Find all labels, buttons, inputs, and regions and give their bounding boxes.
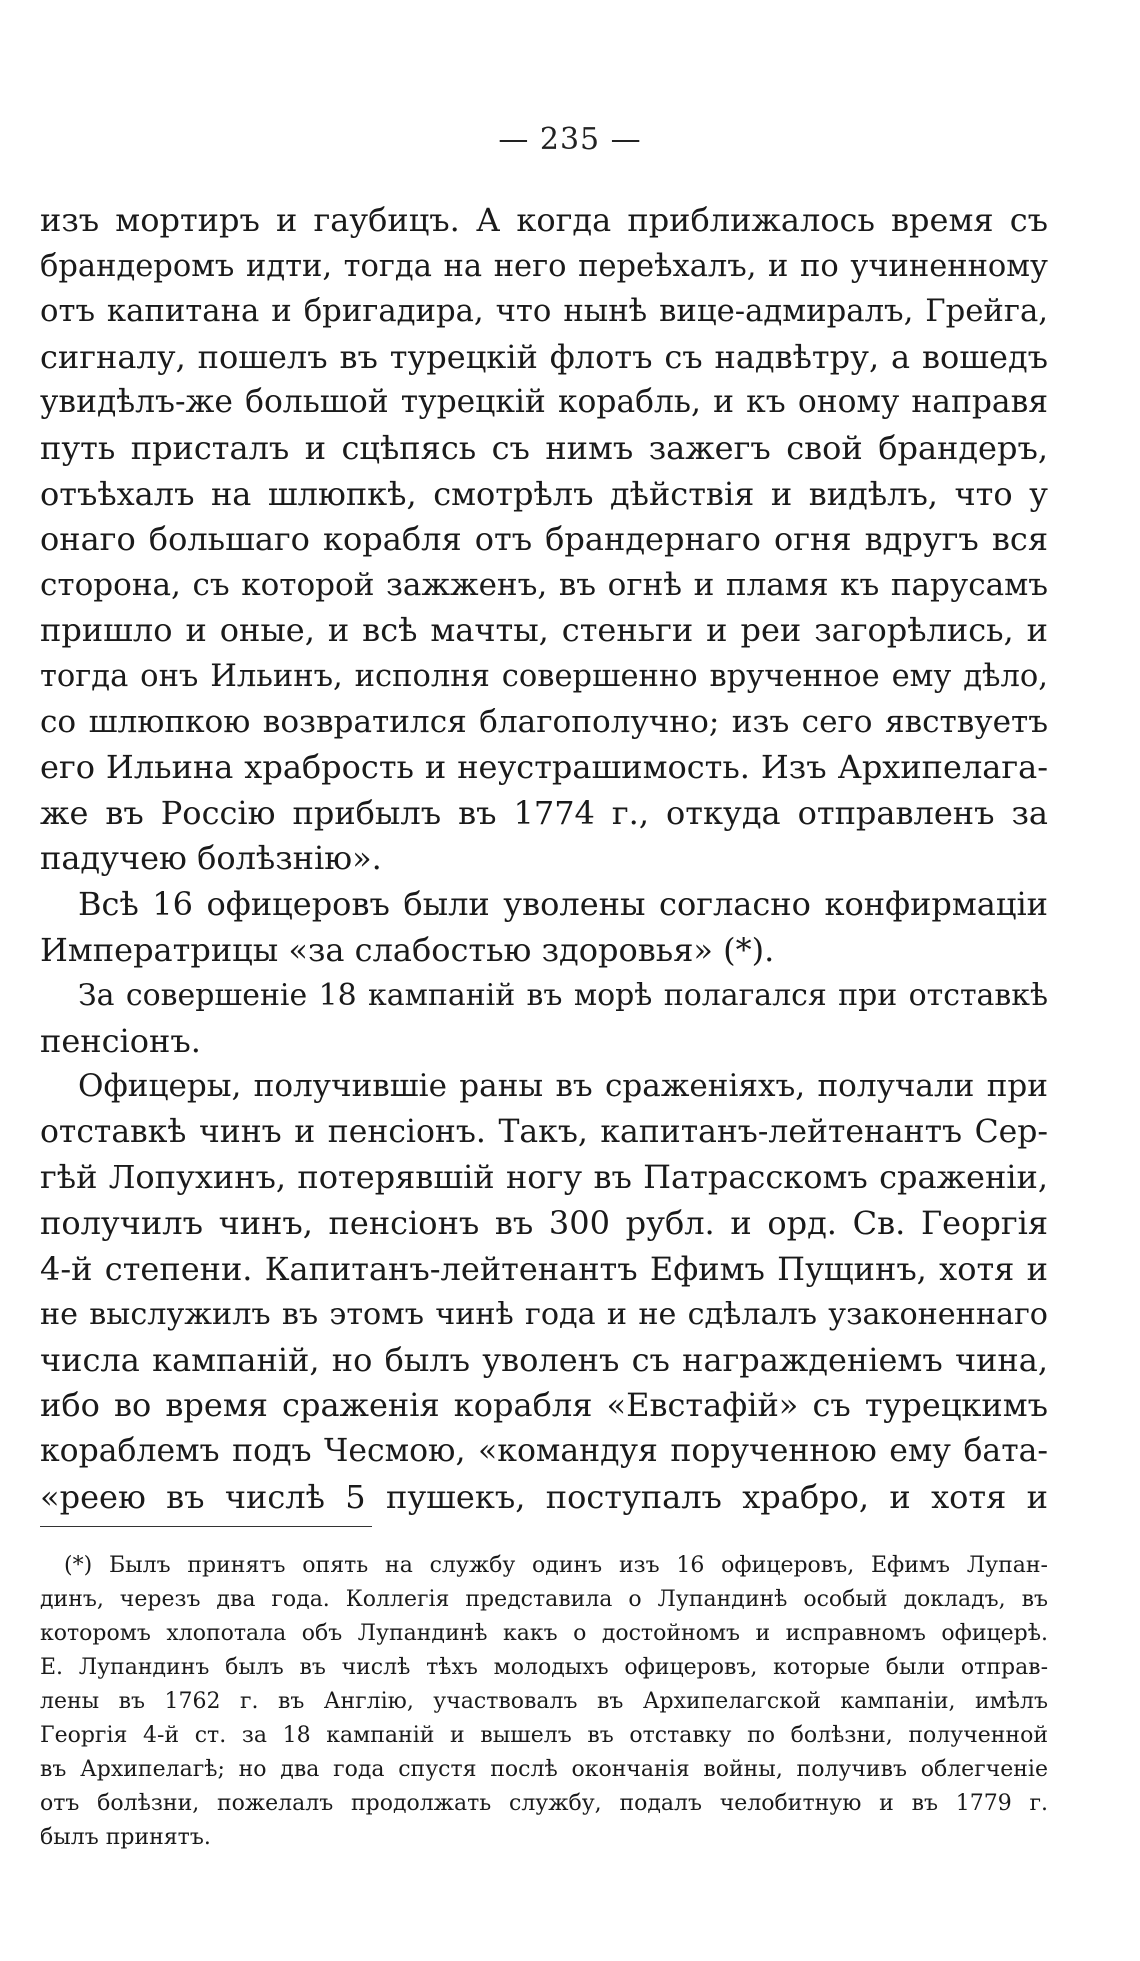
footnote bbox=[40, 1549, 1048, 1855]
text-line: же въ Россію прибылъ въ 1774 г., откуда отправленъ за bbox=[40, 793, 1048, 832]
text-line: не выслужилъ въ этомъ чинѣ года и не сдѣлалъ узаконеннаго bbox=[40, 1297, 1048, 1333]
footnote-line: въ Архипелагѣ; но два года спустя послѣ окончанія войны, получивъ облегченіе bbox=[40, 1757, 1048, 1782]
text-line: «реею въ числѣ 5 пушекъ, поступалъ храбро, и хотя и bbox=[40, 1477, 1048, 1516]
text-line: гѣй Лопухинъ, потерявшій ногу въ Патрасскомъ сраженіи, bbox=[40, 1158, 1048, 1197]
text-line: тогда онъ Ильинъ, исполня совершенно врученное ему дѣло, bbox=[40, 658, 1048, 694]
text-line: его Ильина храбрость и неустрашимость. Изъ Архипелага- bbox=[40, 748, 1048, 787]
text-line: сигналу, пошелъ въ турецкій флотъ съ надвѣтру, а вошедъ bbox=[40, 337, 1048, 376]
text-line: путь присталъ и сцѣпясь съ нимъ зажегъ свой брандеръ, bbox=[40, 428, 1048, 467]
text-line: ибо во время сраженія корабля «Евстафій» съ турецкимъ bbox=[40, 1386, 1048, 1425]
text-line: Офицеры, получившіе раны въ сраженіяхъ, получали при bbox=[78, 1068, 1048, 1105]
footnote-line: былъ принятъ. bbox=[40, 1825, 211, 1850]
text-line: 4-й степени. Капитанъ-лейтенантъ Ефимъ Пущинъ, хотя и bbox=[40, 1249, 1048, 1288]
text-line: За совершеніе 18 кампаній въ морѣ полагался при отставкѣ bbox=[78, 978, 1048, 1014]
text-line: отставкѣ чинъ и пенсіонъ. Такъ, капитанъ-лейтенантъ Сер- bbox=[40, 1113, 1048, 1150]
text-line: пришло и оные, и всѣ мачты, стеньги и реи загорѣлись, и bbox=[40, 611, 1048, 650]
text-line: Всѣ 16 офицеровъ были уволены согласно конфирмаціи bbox=[78, 884, 1048, 923]
text-line: отъ капитана и бригадира, что нынѣ вице-адмиралъ, Грейга, bbox=[40, 294, 1048, 330]
footnote-line: лены въ 1762 г. въ Англію, участвовалъ въ Архипелагской кампаніи, имѣлъ bbox=[40, 1689, 1048, 1714]
footnote-separator bbox=[40, 1526, 372, 1527]
page-number: — 235 — bbox=[498, 122, 642, 157]
text-line: отъѣхалъ на шлюпкѣ, смотрѣлъ дѣйствія и видѣлъ, что у bbox=[40, 474, 1048, 513]
text-line: сторона, съ которой зажженъ, въ огнѣ и пламя къ парусамъ bbox=[40, 566, 1048, 603]
footnote-line: которомъ хлопотала объ Лупандинѣ какъ о достойномъ и исправномъ офицерѣ. bbox=[40, 1621, 1048, 1646]
footnote-line: (*) Былъ принятъ опять на службу одинъ изъ 16 офицеровъ, Ефимъ Лупан- bbox=[64, 1553, 1048, 1578]
text-line: кораблемъ подъ Чесмою, «командуя порученною ему бата- bbox=[40, 1433, 1048, 1470]
main-text bbox=[40, 198, 1048, 1520]
text-line: пенсіонъ. bbox=[40, 1021, 201, 1060]
footnote-line: Е. Лупандинъ былъ въ числѣ тѣхъ молодыхъ офицеровъ, которые были отправ- bbox=[40, 1655, 1048, 1680]
text-line: онаго большаго корабля отъ брандернаго огня вдругъ вся bbox=[40, 520, 1048, 559]
text-line: изъ мортиръ и гаубицъ. А когда приближалось время съ bbox=[40, 201, 1048, 239]
footnote-line: Георгія 4-й ст. за 18 кампаній и вышелъ въ отставку по болѣзни, полученной bbox=[40, 1723, 1048, 1748]
text-line: числа кампаній, но былъ уволенъ съ награжденіемъ чина, bbox=[40, 1340, 1048, 1379]
text-line: увидѣлъ-же большой турецкій корабль, и къ оному направя bbox=[40, 384, 1048, 421]
footnote-line: динъ, черезъ два года. Коллегія представила о Лупандинѣ особый докладъ, въ bbox=[40, 1587, 1048, 1612]
text-line: получилъ чинъ, пенсіонъ въ 300 рубл. и орд. Св. Георгія bbox=[40, 1204, 1048, 1243]
footnote-line: отъ болѣзни, пожелалъ продолжать службу, подалъ челобитную и въ 1779 г. bbox=[40, 1791, 1048, 1816]
text-line: брандеромъ идти, тогда на него переѣхалъ, и по учиненному bbox=[40, 248, 1048, 284]
text-line: падучею болѣзнію». bbox=[40, 839, 382, 878]
text-line: Императрицы «за слабостью здоровья» (*). bbox=[40, 930, 775, 969]
text-line: со шлюпкою возвратился благополучно; изъ сего явствуетъ bbox=[40, 703, 1048, 740]
